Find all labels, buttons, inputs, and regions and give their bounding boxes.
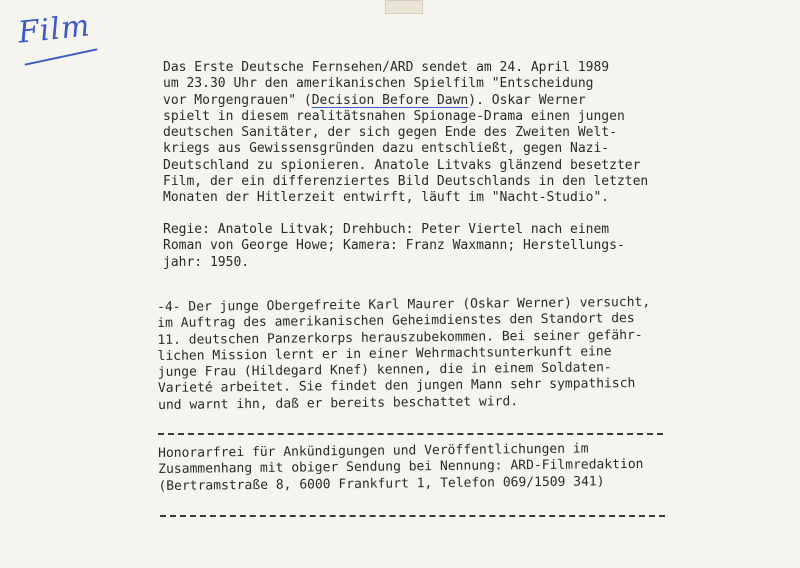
text-line: vor Morgengrauen" (Decision Before Dawn). Oskar Werner	[163, 92, 586, 108]
text-line: 11. deutschen Panzerkorps herauszubekommen. Bei seiner gefähr-	[157, 327, 643, 348]
text-line: um 23.30 Uhr den amerikanischen Spielfilm "Entscheidung	[163, 76, 594, 92]
text-line: lichen Mission lernt er in einer Wehrmachtsunterkunft eine	[157, 344, 612, 364]
text-line: -4- Der junge Obergefreite Karl Maurer (Oskar Werner) versucht,	[157, 294, 651, 315]
handwritten-underline	[25, 48, 98, 65]
dashed-divider	[158, 433, 663, 435]
handwritten-note: Film	[16, 8, 93, 51]
text-line: Varieté arbeitet. Sie findet den jungen Mann sehr sympathisch	[157, 376, 636, 397]
text-line: Honorarfrei für Ankündigungen und Veröffentlichungen im	[158, 441, 589, 461]
text-line: junge Frau (Hildegard Knef) kennen, die in einem Soldaten-	[157, 360, 612, 381]
text-line: jahr: 1950.	[163, 254, 250, 270]
dashed-divider	[160, 515, 665, 517]
text-line: Roman von George Howe; Kamera: Franz Waxmann; Herstellungs-	[163, 238, 625, 254]
text-line: Film, der ein differenziertes Bild Deutschlands in den letzten	[163, 174, 649, 190]
text-line: Deutschland zu spionieren. Anatole Litvaks glänzend besetzter	[163, 157, 641, 173]
text-line: und warnt ihn, daß er bereits beschattet wird.	[158, 394, 519, 413]
text-line: Zusammenhang mit obiger Sendung bei Nennung: ARD-Filmredaktion	[158, 457, 644, 478]
text-line: deutschen Sanitäter, der sich gegen Ende des Zweiten Welt-	[163, 125, 617, 141]
footer-notice	[158, 441, 644, 495]
text-line: spielt in diesem realitätsnahen Spionage-Drama einen jungen	[163, 108, 625, 124]
text-line: (Bertramstraße 8, 6000 Frankfurt 1, Telefon 069/1509 341)	[158, 473, 605, 494]
text-line: Monaten der Hitlerzeit entwirft, läuft im "Nacht-Studio".	[163, 190, 610, 206]
text-line: im Auftrag des amerikanischen Geheimdienstes den Standort des	[157, 311, 635, 332]
paragraph-credits	[163, 222, 625, 271]
tape-strip	[385, 0, 423, 14]
text-line: Das Erste Deutsche Fernsehen/ARD sendet am 24. April 1989	[163, 60, 610, 75]
original-title: Decision Before Dawn	[311, 92, 469, 108]
paragraph-synopsis	[157, 295, 651, 414]
text-line: Regie: Anatole Litvak; Drehbuch: Peter Viertel nach einem	[163, 222, 610, 237]
text-line: kriegs aus Gewissensgründen dazu entschließt, gegen Nazi-	[163, 141, 610, 157]
paragraph-announcement	[163, 60, 648, 207]
